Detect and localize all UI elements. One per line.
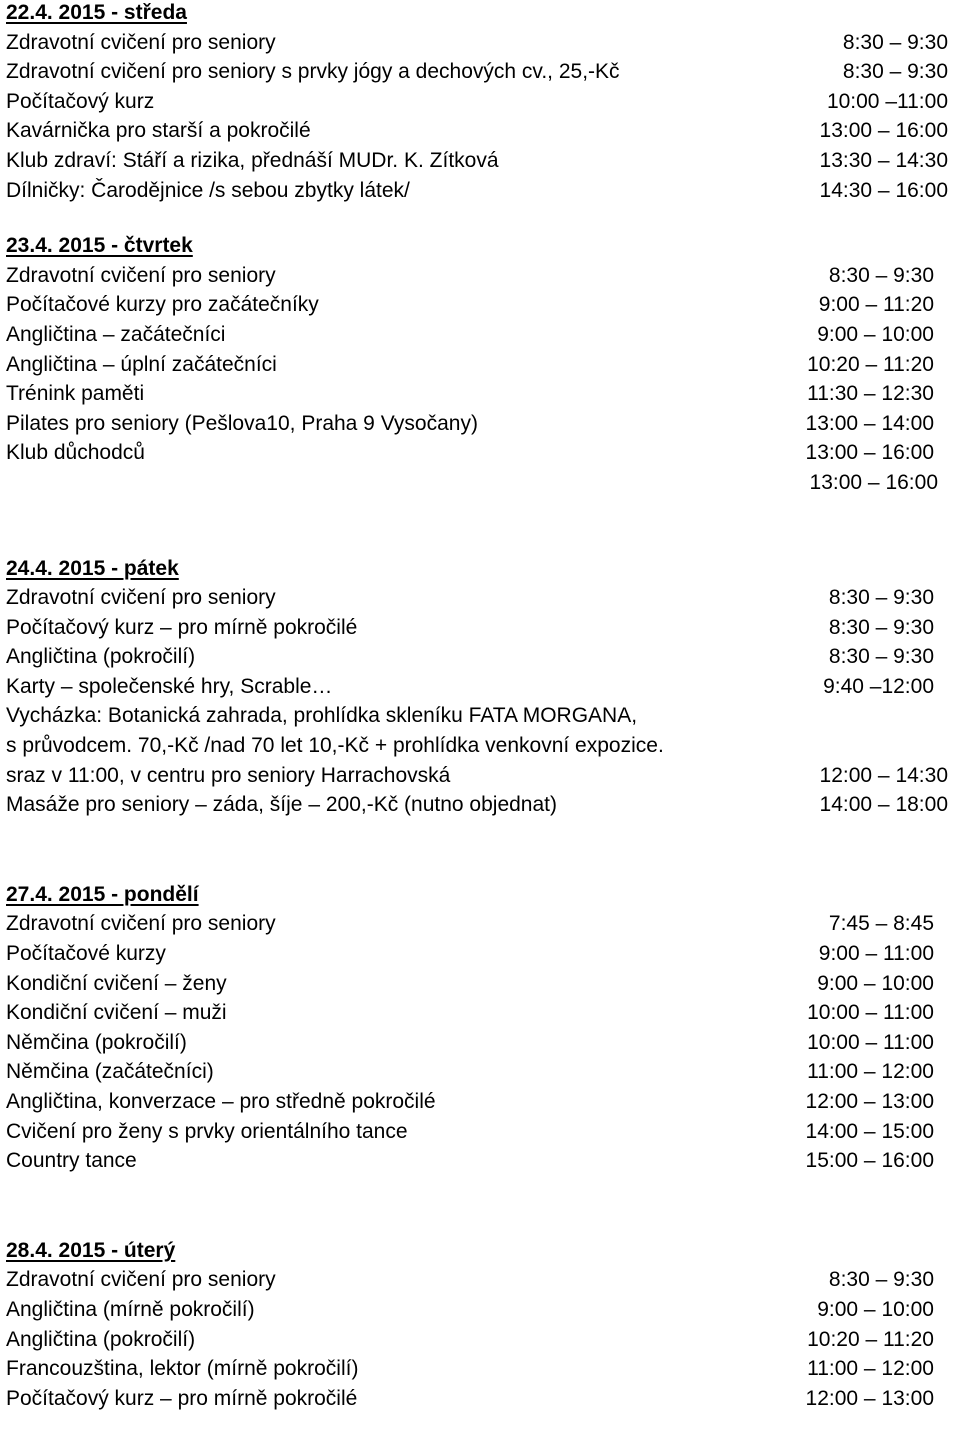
day-heading: 24.4. 2015 - pátek (6, 556, 179, 580)
schedule-row (6, 1117, 956, 1147)
activity-time: 14:00 – 15:00 (805, 1119, 934, 1143)
activity-name: Angličtina – úplní začátečníci (6, 352, 277, 376)
schedule-row (6, 146, 956, 176)
schedule-row (6, 1146, 956, 1176)
schedule-row (6, 672, 956, 702)
activity-time: 13:00 – 16:00 (819, 119, 948, 143)
day-section-tuesday (6, 1236, 956, 1414)
activity-name: Klub zdraví: Stáří a rizika, přednáší MUDr. K. Zítková (6, 148, 499, 172)
activity-time: 9:40 –12:00 (823, 674, 934, 698)
schedule-row (6, 939, 956, 969)
activity-time: 10:00 – 11:00 (807, 1030, 934, 1054)
activity-time: 14:30 – 16:00 (819, 178, 948, 202)
activity-time: 10:00 – 11:00 (807, 1001, 934, 1025)
day-heading: 28.4. 2015 - úterý (6, 1238, 176, 1262)
activity-time: 13:30 – 14:30 (819, 148, 948, 172)
activity-name: Trénink paměti (6, 382, 145, 406)
activity-name: sraz v 11:00, v centru pro seniory Harrachovská (6, 763, 451, 787)
schedule-row (6, 116, 956, 146)
activity-name: Kavárnička pro starší a pokročilé (6, 119, 311, 143)
activity-time: 8:30 – 9:30 (842, 60, 948, 84)
activity-time: 11:00 – 12:00 (807, 1060, 934, 1084)
activity-time: 13:00 – 16:00 (805, 441, 934, 465)
schedule-row (6, 409, 956, 439)
activity-name: Angličtina (mírně pokročilí) (6, 1297, 255, 1321)
schedule-row (6, 998, 956, 1028)
schedule-row (6, 583, 956, 613)
activity-time: 8:30 – 9:30 (828, 263, 934, 287)
activity-name: Zdravotní cvičení pro seniory (6, 586, 276, 610)
activity-name: Francouzština, lektor (mírně pokročilí) (6, 1357, 359, 1381)
schedule-row (6, 57, 956, 87)
activity-name: Karty – společenské hry, Scrable… (6, 674, 333, 698)
activity-name: Zdravotní cvičení pro seniory (6, 30, 276, 54)
schedule-row (6, 613, 956, 643)
activity-name: Dílničky: Čarodějnice /s sebou zbytky látek/ (6, 178, 410, 202)
schedule-row (6, 761, 956, 791)
activity-time: 14:00 – 18:00 (819, 793, 948, 817)
day-heading: 27.4. 2015 - pondělí (6, 882, 199, 906)
activity-time: 10:00 –11:00 (826, 89, 948, 113)
schedule-row (6, 1028, 956, 1058)
activity-name: Zdravotní cvičení pro seniory (6, 263, 276, 287)
activity-name: Němčina (začátečníci) (6, 1060, 214, 1084)
schedule-row (6, 350, 956, 380)
day-heading: 23.4. 2015 - čtvrtek (6, 234, 193, 258)
activity-time: 9:00 – 10:00 (817, 971, 934, 995)
activity-name: s průvodcem. 70,-Kč /nad 70 let 10,-Kč + prohlídka venkovní expozice. (6, 734, 664, 758)
schedule-row (6, 1354, 956, 1384)
schedule-row (6, 320, 956, 350)
activity-time: 9:00 – 10:00 (817, 1297, 934, 1321)
activity-name: Angličtina, konverzace – pro středně pokročilé (6, 1090, 436, 1113)
activity-time: 10:20 – 11:20 (807, 1327, 934, 1351)
activity-time: 8:30 – 9:30 (828, 586, 934, 610)
day-section-friday (6, 554, 956, 820)
schedule-row (6, 379, 956, 409)
day-section-monday (6, 880, 956, 1176)
activity-name: Angličtina – začátečníci (6, 322, 226, 346)
activity-name: Počítačové kurzy (6, 942, 166, 966)
schedule-row (6, 1384, 956, 1414)
activity-name: Zdravotní cvičení pro seniory (6, 912, 276, 936)
schedule-row (6, 438, 956, 468)
activity-time: 13:00 – 16:00 (809, 470, 938, 494)
schedule-row (6, 790, 956, 820)
schedule-row (6, 87, 956, 117)
activity-name: Zdravotní cvičení pro seniory (6, 1268, 276, 1292)
activity-time: 12:00 – 13:00 (805, 1386, 934, 1410)
day-section-thursday (6, 231, 956, 497)
activity-name: Cvičení pro ženy s prvky orientálního tance (6, 1119, 408, 1143)
schedule-row (6, 642, 956, 672)
activity-time: 8:30 – 9:30 (842, 30, 948, 54)
schedule-row (6, 731, 956, 761)
activity-time: 9:00 – 10:00 (817, 322, 934, 346)
activity-name: Vycházka: Botanická zahrada, prohlídka skleníku FATA MORGANA, (6, 704, 638, 728)
activity-name: Počítačový kurz (6, 89, 155, 113)
schedule-row (6, 701, 956, 731)
activity-time: 9:00 – 11:00 (818, 942, 934, 966)
activity-name: Počítačový kurz – pro mírně pokročilé (6, 615, 358, 639)
schedule-row (6, 1057, 956, 1087)
activity-time: 8:30 – 9:30 (828, 1268, 934, 1292)
activity-name: Pilates pro seniory (Pešlova10, Praha 9 Vysočany) (6, 411, 478, 435)
activity-time: 11:30 – 12:30 (807, 382, 934, 406)
activity-name: Kondiční cvičení – ženy (6, 971, 227, 995)
activity-name: Kondiční cvičení – muži (6, 1001, 227, 1025)
schedule-row (6, 261, 956, 291)
schedule-row (6, 1087, 956, 1117)
activity-time: 8:30 – 9:30 (828, 645, 934, 669)
activity-time: 10:20 – 11:20 (807, 352, 934, 376)
schedule-row (6, 1265, 956, 1295)
activity-time: 9:00 – 11:20 (818, 293, 934, 317)
activity-time: 11:00 – 12:00 (807, 1357, 934, 1381)
schedule-row (6, 969, 956, 999)
activity-name: Klub důchodců (6, 441, 145, 465)
activity-name: Angličtina (pokročilí) (6, 1327, 196, 1351)
schedule-row (6, 290, 956, 320)
schedule-row (6, 1325, 956, 1355)
activity-name: Němčina (pokročilí) (6, 1030, 187, 1054)
schedule-row (6, 909, 956, 939)
activity-name: Angličtina (pokročilí) (6, 645, 196, 669)
schedule-row (6, 468, 956, 498)
activity-time: 12:00 – 13:00 (805, 1090, 934, 1113)
activity-time: 15:00 – 16:00 (805, 1149, 934, 1173)
activity-time: 7:45 – 8:45 (828, 912, 934, 936)
activity-time: 12:00 – 14:30 (819, 763, 948, 787)
activity-name: Masáže pro seniory – záda, šíje – 200,-Kč (nutno objednat) (6, 793, 557, 817)
activity-time: 13:00 – 14:00 (805, 411, 934, 435)
activity-name: Country tance (6, 1149, 137, 1173)
day-heading: 22.4. 2015 - středa (6, 1, 187, 24)
activity-name: Počítačové kurzy pro začátečníky (6, 293, 319, 317)
activity-name: Zdravotní cvičení pro seniory s prvky jógy a dechových cv., 25,-Kč (6, 60, 620, 84)
schedule-document (6, 0, 956, 1413)
activity-time: 8:30 – 9:30 (828, 615, 934, 639)
activity-name: Počítačový kurz – pro mírně pokročilé (6, 1386, 358, 1410)
day-section-wednesday (6, 0, 956, 205)
schedule-row (6, 28, 956, 58)
schedule-row (6, 176, 956, 206)
schedule-row (6, 1295, 956, 1325)
